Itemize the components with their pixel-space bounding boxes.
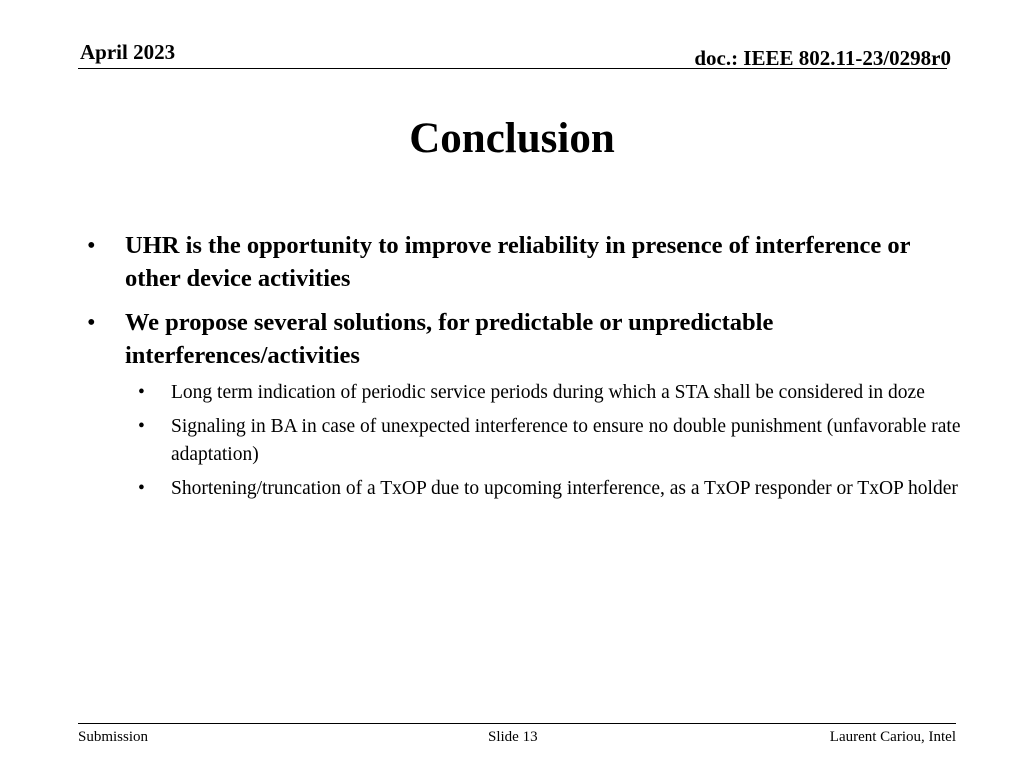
subbullet-item-3 xyxy=(85,475,965,503)
footer-submission: Submission xyxy=(78,729,149,745)
bullet-list xyxy=(85,229,965,509)
footer-slide-number: Slide 13 xyxy=(488,729,538,745)
footer-author: Laurent Cariou, Intel xyxy=(829,729,956,745)
footer-divider xyxy=(78,723,956,724)
bullet-glyph: • xyxy=(87,309,96,336)
bullet-text-2: We propose several solutions, for predictable or unpredictable interferences/activities xyxy=(125,309,774,369)
subbullet-text-1: Long term indication of periodic service periods during which a STA shall be considered in doze xyxy=(171,382,925,403)
header-doc-id: doc.: IEEE 802.11-23/0298r0 xyxy=(694,46,951,70)
subbullet-item-1 xyxy=(85,379,965,407)
subbullet-glyph: • xyxy=(138,416,145,437)
bullet-item-2 xyxy=(85,306,965,372)
subbullet-glyph: • xyxy=(138,382,145,403)
slide-title: Conclusion xyxy=(409,115,615,162)
header-date: April 2023 xyxy=(80,40,176,64)
subbullet-text-3: Shortening/truncation of a TxOP due to upcoming interference, as a TxOP responder or TxOP holder xyxy=(171,478,958,499)
bullet-item-1 xyxy=(85,229,965,295)
subbullet-text-2: Signaling in BA in case of unexpected interference to ensure no double punishment (unfavorable rate adaptation) xyxy=(171,416,961,465)
bullet-glyph: • xyxy=(87,232,96,259)
bullet-text-1: UHR is the opportunity to improve reliability in presence of interference or other device activities xyxy=(125,232,911,292)
subbullet-item-2 xyxy=(85,413,965,469)
header-divider xyxy=(78,68,947,69)
subbullet-glyph: • xyxy=(138,478,145,499)
